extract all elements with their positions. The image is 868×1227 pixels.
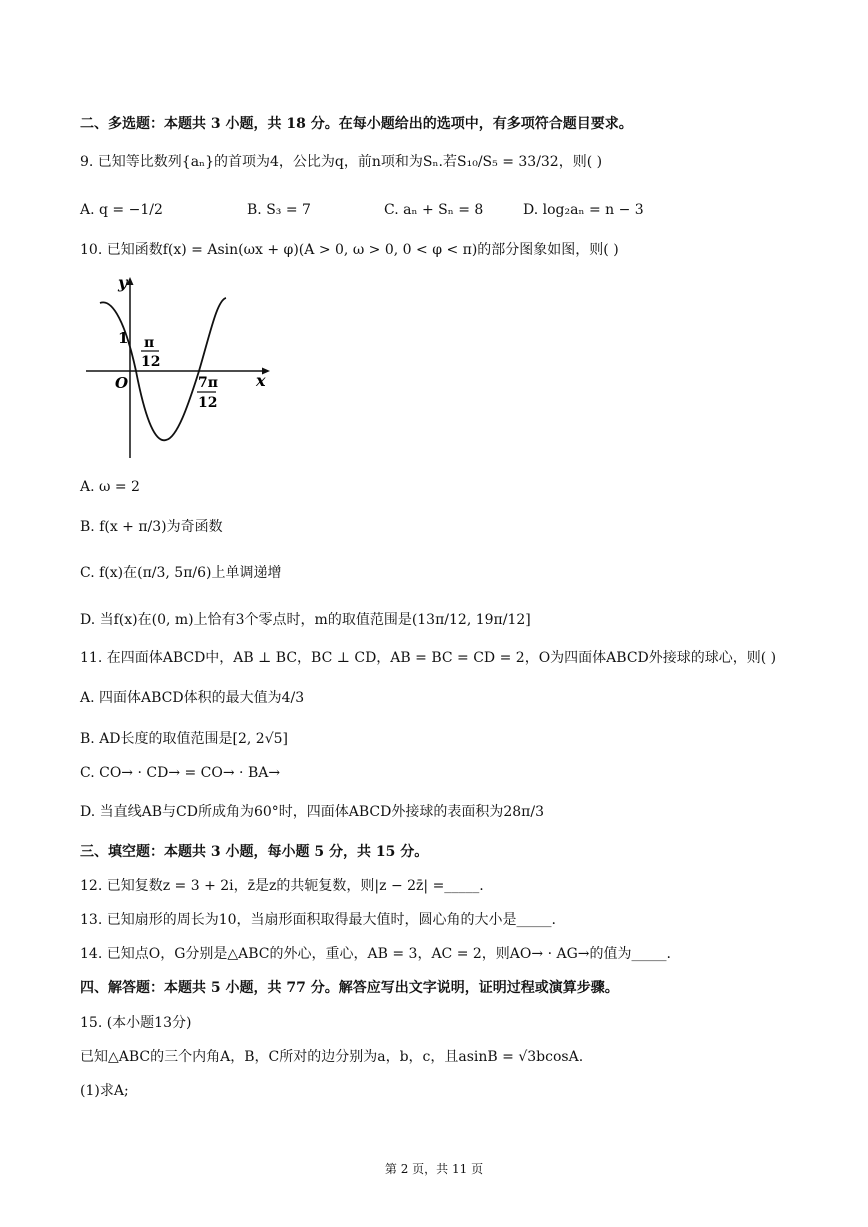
x-axis-label: x [256, 371, 266, 390]
q11-stem: 11. 在四面体ABCD中，AB ⊥ BC，BC ⊥ CD，AB = BC = CD = 2，O为四面体ABCD外接球的球心，则( ) [80, 650, 777, 666]
q9-option-b: B. S₃ = 7 [247, 202, 311, 218]
q9-option-d: D. log₂aₙ = n − 3 [523, 202, 644, 218]
zero1-numerator: π [144, 335, 155, 351]
q11-option-d: D. 当直线AB与CD所成角为60°时，四面体ABCD外接球的表面积为28π/3 [80, 804, 545, 820]
q10-option-b: B. f(x + π/3)为奇函数 [80, 519, 223, 535]
q9-option-c: C. aₙ + Sₙ = 8 [384, 202, 484, 218]
q14: 14. 已知点O，G分别是△ABC的外心，重心，AB = 3，AC = 2，则AO→ · AG→的值为_____. [80, 946, 671, 962]
q15-stem: 已知△ABC的三个内角A，B，C所对的边分别为a，b，c，且asinB = √3bcosA. [80, 1049, 584, 1065]
page-footer: 第 2 页，共 11 页 [384, 1162, 484, 1176]
section2-heading: 二、多选题：本题共 3 小题，共 18 分。在每小题给出的选项中，有多项符合题目要求。 [80, 116, 633, 132]
q9-stem: 9. 已知等比数列{aₙ}的首项为4，公比为q，前n项和为Sₙ.若S₁₀/S₅ = 33/32，则( ) [80, 154, 603, 170]
sine-curve [100, 298, 226, 440]
q10-sine-graph [80, 268, 280, 463]
q10-stem: 10. 已知函数f(x) = Asin(ωx + φ)(A > 0, ω > 0, 0 < φ < π)的部分图象如图，则( ) [80, 242, 619, 258]
q11-option-a: A. 四面体ABCD体积的最大值为4/3 [80, 690, 305, 706]
zero2-numerator: 7π [198, 375, 218, 391]
q9-option-a: A. q = −1/2 [80, 202, 163, 218]
q15-header: 15. (本小题13分) [80, 1015, 192, 1031]
y-axis-arrow [127, 277, 134, 285]
section4-heading: 四、解答题：本题共 5 小题，共 77 分。解答应写出文字说明，证明过程或演算步骤。 [80, 980, 619, 996]
y-intercept-label: 1 [118, 329, 129, 347]
q13: 13. 已知扇形的周长为10，当扇形面积取得最大值时，圆心角的大小是_____. [80, 912, 556, 928]
origin-label: O [115, 374, 129, 392]
zero2-denominator: 12 [198, 395, 218, 411]
q15-part1: (1)求A; [80, 1083, 129, 1099]
q11-option-c: C. CO→ · CD→ = CO→ · BA→ [80, 765, 281, 781]
q10-option-c: C. f(x)在(π/3, 5π/6)上单调递增 [80, 565, 282, 581]
q11-option-b: B. AD长度的取值范围是[2, 2√5] [80, 731, 288, 747]
q10-option-d: D. 当f(x)在(0, m)上恰有3个零点时，m的取值范围是(13π/12, 19π/12] [80, 612, 531, 628]
zero1-denominator: 12 [141, 354, 161, 370]
q12: 12. 已知复数z = 3 + 2i，z̄是z的共轭复数，则|z − 2z̄| =_____. [80, 878, 484, 894]
section3-heading: 三、填空题：本题共 3 小题，每小题 5 分，共 15 分。 [80, 844, 429, 860]
q10-option-a: A. ω = 2 [80, 479, 140, 495]
y-axis-label: y [118, 273, 128, 292]
